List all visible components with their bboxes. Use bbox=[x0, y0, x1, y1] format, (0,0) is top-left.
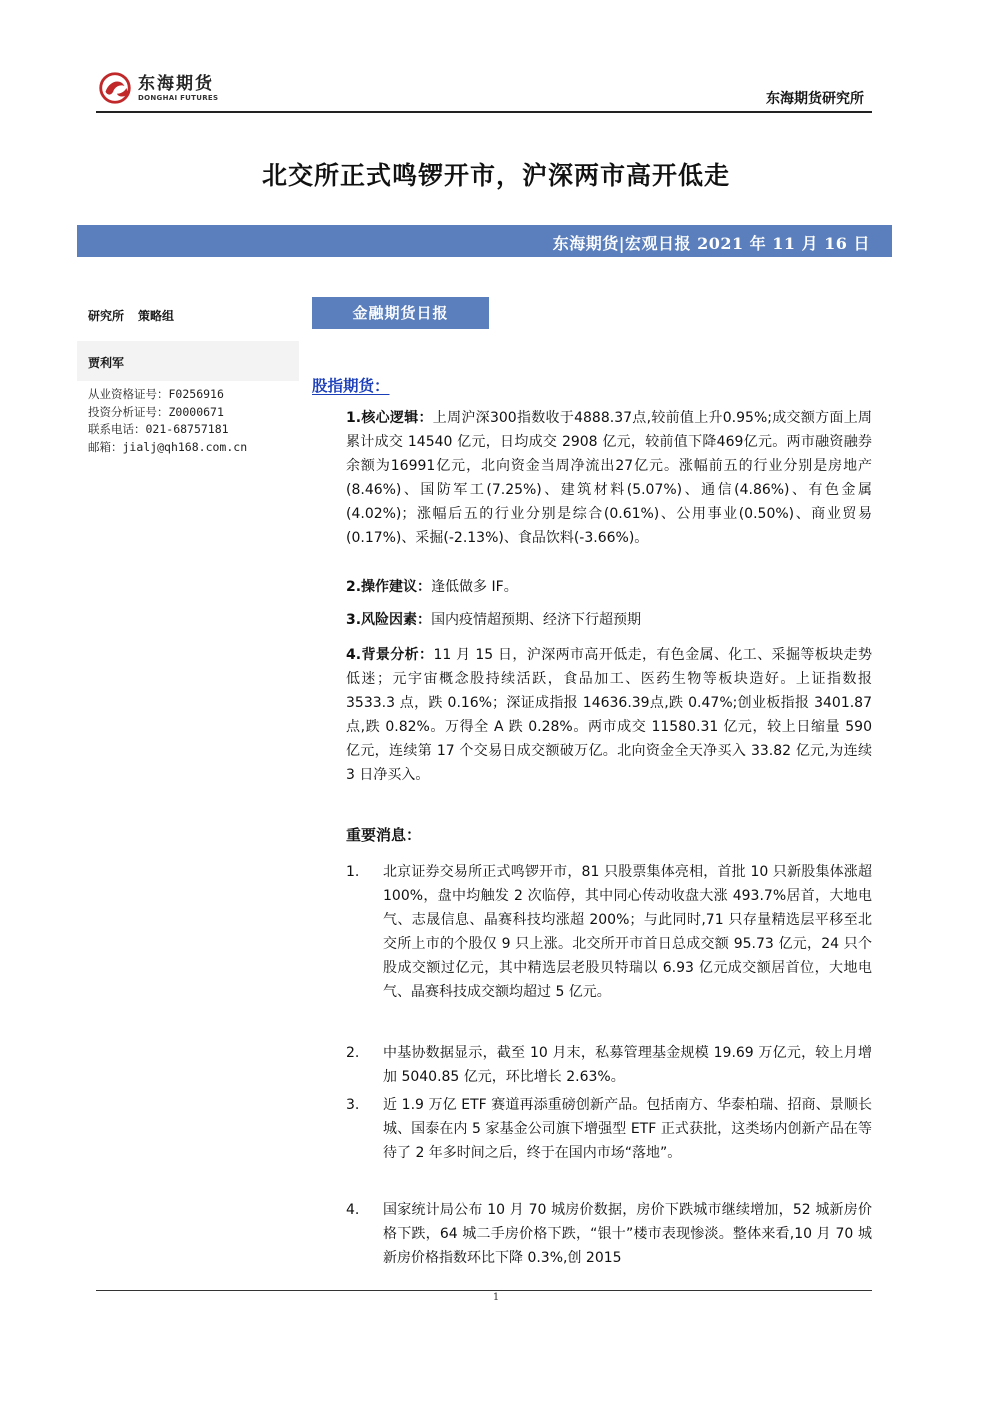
report-banner bbox=[77, 225, 892, 257]
dragon-logo-icon bbox=[96, 69, 134, 107]
section-tab: 金融期货日报 bbox=[312, 297, 489, 329]
point-core-logic bbox=[346, 406, 872, 550]
news-number: 4. bbox=[346, 1202, 360, 1218]
news-item bbox=[346, 1041, 872, 1089]
news-item bbox=[346, 1093, 872, 1165]
news-number: 3. bbox=[346, 1097, 360, 1113]
footer-divider bbox=[96, 1290, 872, 1291]
point-background bbox=[346, 643, 872, 787]
author-name: 贾利军 bbox=[88, 356, 125, 370]
point-label: 2.操作建议： bbox=[346, 579, 432, 595]
point-text: 上周沪深300指数收于4888.37点,较前值上升0.95%;成交额方面上周累计成交 14540 亿元，日均成交 2908 亿元，较前值下降469亿元。两市融资融券余额为16991亿元，北向资金当周净流出27亿元。涨幅前五的行业分别是房地产(8.46%)、国防军工(7.25%)、建筑材料(5.07%)、通信(4.86%)、有色金属(4.02%)；涨幅后五的行业分别是综合(0.61%)、公用事业(0.50%)、商业贸易(0.17%)、采掘(-2.13%)、食品饮料(-3.66%)。 bbox=[346, 410, 872, 546]
header-divider bbox=[96, 111, 872, 113]
phone: 联系电话：021-68757181 bbox=[88, 422, 229, 436]
point-text: 11 月 15 日，沪深两市高开低走，有色金属、化工、采掘等板块走势低迷；元宇宙概念股持续活跃，食品加工、医药生物等板块造好。上证指数报 3533.3 点，跌 0.16%；深证成指报 14636.39点,跌 0.47%;创业板指报 3401.87 点,跌 0.82%。万得全 A 跌 0.28%。两市成交 11580.31 亿元，较上日缩量 590 亿元，连续第 17 个交易日成交额破万亿。北向资金全天净买入 33.82 亿元,为连续 3 日净买入。 bbox=[346, 647, 872, 783]
report-title: 北交所正式鸣锣开市，沪深两市高开低走 bbox=[261, 161, 730, 190]
news-text: 北京证券交易所正式鸣锣开市，81 只股票集体亮相，首批 10 只新股集体涨超 100%，盘中均触发 2 次临停，其中同心传动收盘大涨 493.7%居首，大地电气、志晟信息、晶赛科技均涨超 200%；与此同时,71 只存量精选层平移至北交所上市的个股仅 9 只上涨。北交所开市首日总成交额 95.73 亿元，24 只个股成交额过亿元，其中精选层老股贝特瑞以 6.93 亿元成交额居首位，大地电气、晶赛科技成交额均超过 5 亿元。 bbox=[383, 864, 872, 1000]
author-contacts bbox=[88, 386, 247, 456]
news-item bbox=[346, 1198, 872, 1270]
news-text: 近 1.9 万亿 ETF 赛道再添重磅创新产品。包括南方、华泰柏瑞、招商、景顺长城、国泰在内 5 家基金公司旗下增强型 ETF 正式获批，这类场内创新产品在等待了 2 年多时间之后，终于在国内市场“落地”。 bbox=[383, 1097, 872, 1161]
department bbox=[88, 307, 188, 324]
news-heading: 重要消息： bbox=[346, 826, 422, 844]
group-name: 策略组 bbox=[138, 309, 175, 323]
point-text: 逢低做多 IF。 bbox=[431, 579, 518, 595]
logo-text-en: DONGHAI FUTURES bbox=[138, 93, 219, 102]
news-text: 中基协数据显示，截至 10 月末，私募管理基金规模 19.69 万亿元，较上月增加 5040.85 亿元，环比增长 2.63%。 bbox=[383, 1045, 872, 1085]
news-number: 2. bbox=[346, 1045, 360, 1061]
analyst-number: 投资分析证号：Z0000671 bbox=[88, 404, 224, 419]
point-label: 3.风险因素： bbox=[346, 612, 432, 628]
news-text: 国家统计局公布 10 月 70 城房价数据，房价下跌城市继续增加，52 城新房价格下跌，64 城二手房价格下跌，“银十”楼市表现惨淡。整体来看,10 月 70 城新房价格指数环比下降 0.3%,创 2015 bbox=[383, 1202, 872, 1266]
news-number: 1. bbox=[346, 864, 360, 880]
news-item bbox=[346, 860, 872, 1004]
point-label: 4.背景分析： bbox=[346, 647, 434, 663]
point-label: 1.核心逻辑： bbox=[346, 410, 433, 426]
page-number: 1 bbox=[492, 1292, 500, 1303]
header-brand: 东海期货研究所 bbox=[766, 91, 864, 107]
section-subhead: 股指期货： bbox=[312, 376, 390, 395]
company-logo bbox=[96, 66, 236, 110]
dept-name: 研究所 bbox=[88, 309, 125, 323]
author-box bbox=[77, 341, 299, 381]
point-text: 国内疫情超预期、经济下行超预期 bbox=[431, 612, 642, 628]
banner-text: 东海期货|宏观日报 2021 年 11 月 16 日 bbox=[552, 234, 870, 253]
point-risk bbox=[346, 608, 872, 632]
qualification-number: 从业资格证号：F0256916 bbox=[88, 387, 224, 401]
logo-text-cn: 东海期货 bbox=[138, 73, 214, 94]
email: 邮箱：jialj@qh168.com.cn bbox=[88, 439, 248, 454]
point-suggestion bbox=[346, 575, 872, 599]
